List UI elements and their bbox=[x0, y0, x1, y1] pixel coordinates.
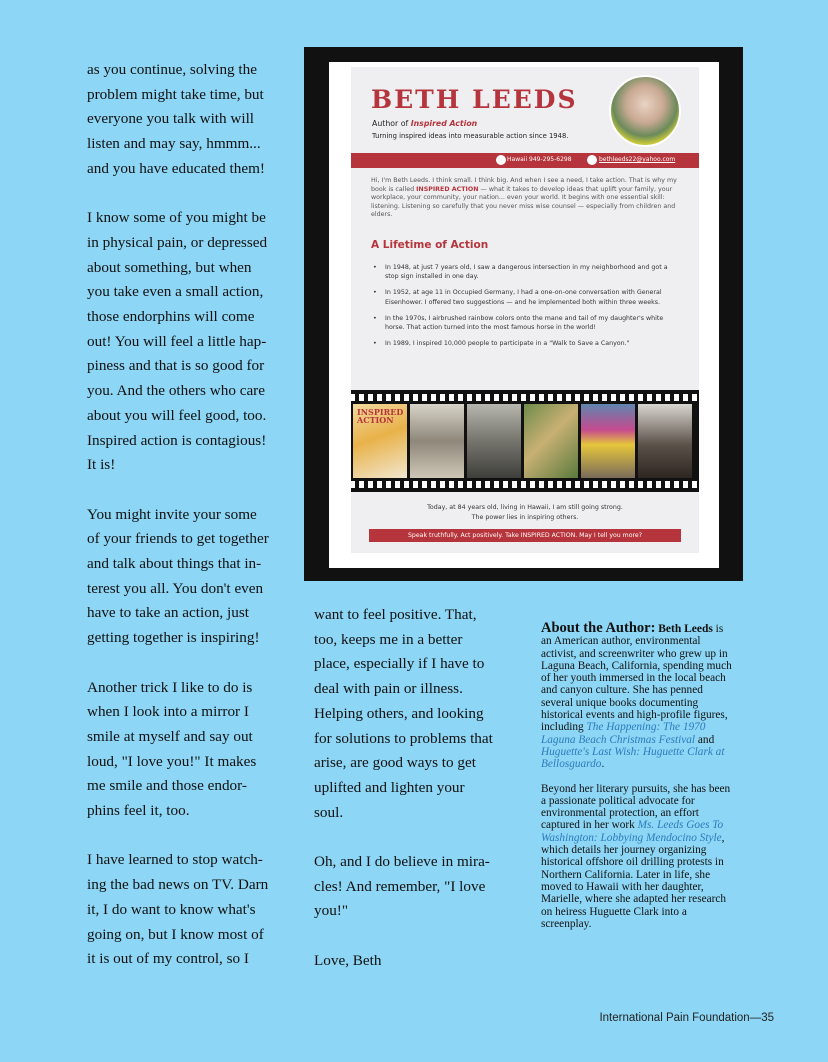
phone-text: Hawaii 949-295-6298 bbox=[507, 156, 572, 163]
book-cover-title: INSPIRED ACTION bbox=[357, 407, 404, 425]
flyer-intro bbox=[371, 177, 681, 220]
book-title: Inspired Action bbox=[410, 119, 478, 128]
paragraph: You might invite your some of your friends to get together and talk about things that in- terest you all. You don't even have to take an action, just getting together is inspiring! bbox=[87, 505, 269, 647]
paragraph: Another trick I like to do is when I look into a mirror I smile at myself and say out loud, "I love you!" It makes me smile and those endor- phins feel it, too. bbox=[87, 678, 257, 820]
about-text: is an American author, environmental activist, and screenwriter who grew up in Laguna Beach, California, spending much of her youth immersed in the local beach and canyon culture. She has penned several unique books documenting historical events and high-profile figures, including bbox=[541, 623, 732, 734]
list-item: • In 1952, at age 11 in Occupied Germany, I had a one-on-one conversation with General Eisenhower. I offered two suggestions — and he implemented both within three weeks. bbox=[371, 288, 681, 307]
article-column-2 bbox=[314, 603, 514, 998]
flyer-today bbox=[351, 503, 699, 522]
about-text: and bbox=[695, 733, 715, 746]
about-heading: About the Author: bbox=[541, 620, 656, 636]
portrait-photo bbox=[638, 404, 692, 478]
flyer-tagline: Turning inspired ideas into measurable action since 1948. bbox=[372, 132, 569, 140]
flyer-banner: Speak truthfully. Act positively. Take INSPIRED ACTION. May I tell you more? bbox=[369, 529, 681, 542]
author-name: Beth Leeds bbox=[658, 623, 713, 635]
about-paragraph-1 bbox=[541, 622, 736, 771]
paragraph: I have learned to stop watch- ing the bad news on TV. Darn it, I do want to know what's going on, but I know most of it is out of my control, so I bbox=[87, 851, 269, 968]
paragraph: as you continue, solving the problem might take time, but everyone you talk with will listen and may say, hmmm... and you have educated them! bbox=[87, 61, 265, 177]
rainbow-horse-photo bbox=[581, 404, 635, 478]
email-icon bbox=[587, 155, 597, 165]
flyer-author-line bbox=[372, 119, 477, 128]
book-link-huguette[interactable]: Huguette's Last Wish: Huguette Clark at Bellosguardo bbox=[541, 745, 725, 771]
parade-photo bbox=[467, 404, 521, 478]
phone-icon bbox=[496, 155, 506, 165]
film-frames bbox=[353, 404, 692, 478]
canyon-photo bbox=[524, 404, 578, 478]
author-photo bbox=[609, 75, 681, 147]
childhood-photo bbox=[410, 404, 464, 478]
today-line-1: Today, at 84 years old, living in Hawaii, I am still going strong. bbox=[427, 504, 623, 511]
about-text: , which details her journey organizing historical offshore oil drilling protests in Northern California. Later in life, she moved to Hawaii with her daughter, Marielle, where she adapted her research on heiress Huguette Clark into a screenplay. bbox=[541, 831, 727, 930]
intro-accent: INSPIRED ACTION bbox=[416, 185, 479, 193]
book-link-washington[interactable]: Ms. Leeds Goes To Washington: Lobbying Mendocino Style bbox=[541, 819, 724, 844]
list-item: • In 1948, at just 7 years old, I saw a dangerous intersection in my neighborhood and got a stop sign installed in one day. bbox=[371, 263, 681, 282]
flyer-name: BETH LEEDS bbox=[371, 85, 578, 114]
signature: Love, Beth bbox=[314, 951, 382, 969]
email-link[interactable]: bethleeds22@yahoo.com bbox=[599, 156, 676, 163]
author-prefix: Author of bbox=[372, 119, 411, 128]
flyer-image bbox=[329, 62, 719, 568]
film-sprockets-top bbox=[351, 394, 699, 401]
intro-text-2: — what it takes to develop ideas that uplift your family, your workplace, your community, your nation... even your world. It begins with one essential skill: listening. Listening so carefully that you never miss wise counsel — especially from children and elders. bbox=[371, 185, 676, 219]
page-footer: International Pain Foundation—35 bbox=[599, 1012, 774, 1024]
paragraph: Oh, and I do believe in mira- cles! And remember, "I love you!" bbox=[314, 853, 490, 920]
filmstrip bbox=[351, 390, 699, 492]
flyer-section-title: A Lifetime of Action bbox=[371, 239, 489, 251]
action-list bbox=[371, 263, 681, 355]
today-line-2: The power lies in inspiring others. bbox=[471, 513, 579, 521]
list-item: • In the 1970s, I airbrushed rainbow colors onto the mane and tail of my daughter's white horse. That action turned into the most famous horse in the world! bbox=[371, 314, 681, 333]
list-item: • In 1989, I inspired 10,000 people to participate in a "Walk to Save a Canyon." bbox=[371, 339, 681, 348]
book-cover-photo bbox=[353, 404, 407, 478]
intro-text: Hi, I'm Beth Leeds. I think small. I think big. And when I see a need, I take action. That is why my book is called bbox=[371, 177, 677, 193]
article-column-1 bbox=[87, 58, 292, 997]
flyer-content bbox=[351, 67, 699, 553]
about-text: . bbox=[601, 758, 605, 771]
film-sprockets-bottom bbox=[351, 481, 699, 488]
paragraph: want to feel positive. That, too, keeps me in a better place, especially if I have to deal with pain or illness. Helping others, and looking for solutions to problems that arise, are good ways to get uplifted and lighten your soul. bbox=[314, 606, 493, 821]
paragraph: I know some of you might be in physical pain, or depressed about something, but when you take even a small action, those endorphins will come out! You will feel a little hap- piness and that is so good for you. And the others who care about you will feel good, too. Inspired action is contagious! It is! bbox=[87, 209, 268, 474]
about-author-column bbox=[541, 622, 736, 942]
book-link-happening[interactable]: The Happening: The 1970 Laguna Beach Christmas Festival bbox=[541, 721, 706, 746]
about-text: Beyond her literary pursuits, she has been a passionate political advocate for environmental protection, an effort captured in her work bbox=[541, 782, 731, 832]
about-paragraph-2 bbox=[541, 783, 736, 931]
